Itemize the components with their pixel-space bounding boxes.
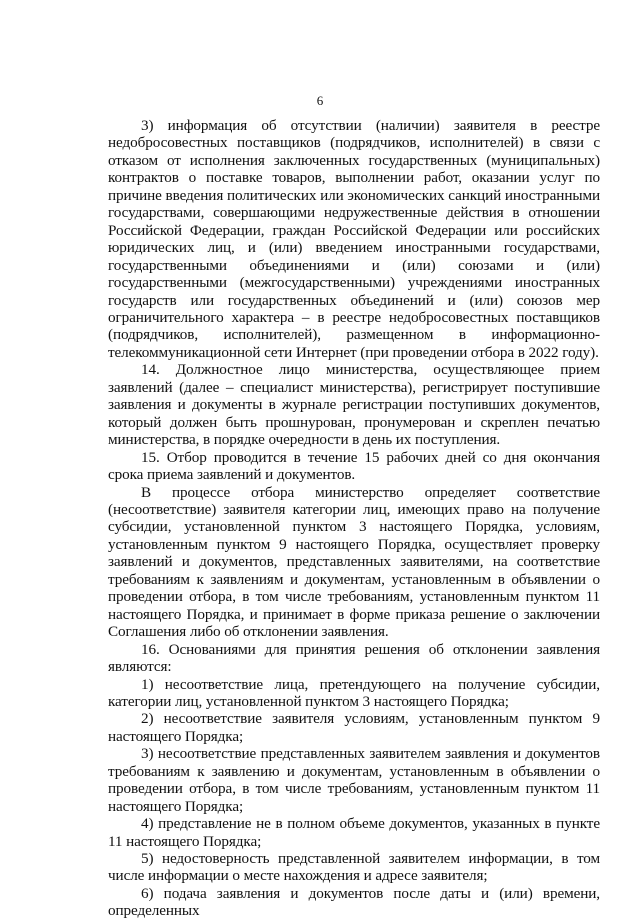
- document-body: [108, 117, 600, 920]
- paragraph-item-3-registry: 3) информация об отсутствии (наличии) заявителя в реестре недобросовестных поставщиков (подрядчиков, исполнителей) в связи с отказом от исполнения заключенных государственных (муниципальных) контрактов о поставке товаров, выполнении работ, оказании услуг по причине введения политических или экономических санкций иностранными государствами, совершающими недружественные действия в отношении Российской Федерации, граждан Российской Федерации или российских юридических лиц, и (или) введением иностранными государствами, государственными объединениями и (или) союзами и (или) государственными (межгосударственными) учреждениями иностранных государств или государственных объединений и (или) союзов мер ограничительного характера – в реестре недобросовестных поставщиков (подрядчиков, исполнителей), размещенном в информационно-телекоммуникационной сети Интернет (при проведении отбора в 2022 году).: [108, 117, 600, 361]
- paragraph-15-selection-period: 15. Отбор проводится в течение 15 рабочих дней со дня окончания срока приема заявлений и документов.: [108, 448, 600, 484]
- rejection-ground-4: 4) представление не в полном объеме документов, указанных в пункте 11 настоящего Порядка;: [108, 815, 600, 850]
- page-number: 6: [316, 93, 324, 108]
- rejection-ground-3: 3) несоответствие представленных заявителем заявления и документов требованиям к заявлению и документам, установленным в объявлении о проведении отбора, в том числе требованиям, установленным пунктом 11 настоящего Порядка;: [108, 745, 600, 815]
- rejection-ground-5: 5) недостоверность представленной заявителем информации, в том числе информации о месте нахождения и адресе заявителя;: [108, 850, 600, 885]
- paragraph-selection-process: В процессе отбора министерство определяет соответствие (несоответствие) заявителя категории лиц, имеющих право на получение субсидии, установленной пунктом 3 настоящего Порядка, условиям, установленным пунктом 9 настоящего Порядка, осуществляет проверку заявлений и документов, представленных заявителями, на соответствие требованиям к заявлениям и документам, установленным в объявлении о проведении отбора, в том числе требованиям, установленным пунктом 11 настоящего Порядка, и принимает в форме приказа решение о заключении Соглашения либо об отклонении заявления.: [108, 483, 600, 641]
- rejection-ground-2: 2) несоответствие заявителя условиям, установленным пунктом 9 настоящего Порядка;: [108, 710, 600, 745]
- rejection-ground-6: 6) подача заявления и документов после даты и (или) времени, определенных: [108, 884, 600, 920]
- paragraph-16-rejection-grounds: 16. Основаниями для принятия решения об отклонении заявления являются:: [108, 640, 600, 676]
- paragraph-14-registration: 14. Должностное лицо министерства, осуществляющее прием заявлений (далее – специалист министерства), регистрирует поступившие заявления и документы в журнале регистрации поступивших документов, который должен быть прошнурован, пронумерован и скреплен печатью министерства, в порядке очередности в день их поступления.: [108, 361, 600, 449]
- rejection-ground-1: 1) несоответствие лица, претендующего на получение субсидии, категории лиц, установленной пунктом 3 настоящего Порядка;: [108, 675, 600, 710]
